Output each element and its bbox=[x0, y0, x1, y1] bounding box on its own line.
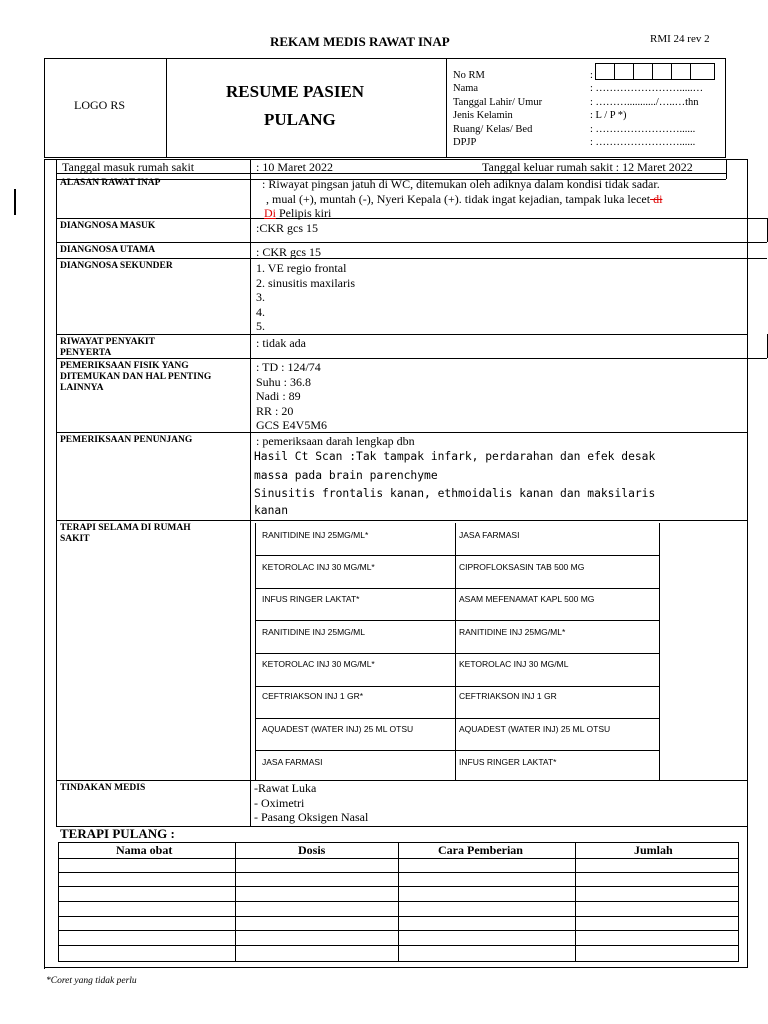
list-item: 4. bbox=[256, 304, 265, 319]
physical-exam-label bbox=[60, 361, 211, 394]
vital-sign: RR : 20 bbox=[256, 403, 294, 418]
info-label: Nama bbox=[453, 83, 479, 94]
drug-item: CEFTRIAKSON INJ 1 GR* bbox=[262, 691, 364, 701]
drug-item: JASA FARMASI bbox=[262, 757, 323, 767]
drug-item: ASAM MEFENAMAT KAPL 500 MG bbox=[459, 594, 595, 604]
column-header: Jumlah bbox=[634, 843, 673, 857]
drug-item: JASA FARMASI bbox=[459, 530, 520, 540]
vital-sign: GCS E4V5M6 bbox=[256, 418, 328, 432]
drug-item: KETOROLAC INJ 30 MG/ML bbox=[459, 659, 569, 669]
supporting-exam-value: : pemeriksaan darah lengkap dbn bbox=[256, 434, 415, 448]
deleted-text: di bbox=[650, 192, 663, 206]
drug-item: CEFTRIAKSON INJ 1 GR bbox=[459, 691, 557, 701]
list-item: 2. sinusitis maxilaris bbox=[256, 275, 355, 290]
drug-item: KETOROLAC INJ 30 MG/ML* bbox=[262, 659, 375, 669]
discharge-therapy-title: TERAPI PULANG : bbox=[60, 826, 175, 841]
info-label: Jenis Kelamin bbox=[453, 110, 513, 121]
main-diagnosis-label: DIANGNOSA UTAMA bbox=[60, 245, 156, 255]
reason-text-end: Pelipis kiri bbox=[276, 206, 332, 220]
info-value: : ……….........../…..…thn bbox=[590, 97, 699, 108]
footnote: *Coret yang tidak perlu bbox=[46, 976, 137, 986]
ct-line: kanan bbox=[254, 504, 289, 517]
column-header: Dosis bbox=[298, 843, 326, 857]
list-item: 3. bbox=[256, 290, 265, 304]
admission-diagnosis-value: :CKR gcs 15 bbox=[256, 221, 319, 235]
admission-diagnosis-label: DIANGNOSA MASUK bbox=[60, 221, 156, 231]
vital-sign: : TD : 124/74 bbox=[256, 360, 321, 374]
physical-exam-label-line2: DITEMUKAN DAN HAL PENTING bbox=[60, 372, 212, 382]
supporting-exam-label: PEMERIKSAAN PENUNJANG bbox=[60, 435, 193, 445]
ct-line: massa pada brain parenchyme bbox=[254, 469, 438, 482]
drug-item: KETOROLAC INJ 30 MG/ML* bbox=[262, 562, 375, 572]
info-value: : …………………….....… bbox=[590, 83, 704, 94]
info-value: : L / P *) bbox=[590, 110, 627, 121]
secondary-diagnosis-label: DIANGNOSA SEKUNDER bbox=[60, 261, 173, 271]
info-value: : ……………………...... bbox=[590, 137, 696, 148]
list-item: - Oximetri bbox=[254, 795, 305, 810]
comorbidity-label-line2: PENYERTA bbox=[60, 348, 112, 358]
ct-line: Sinusitis frontalis kanan, ethmoidalis kanan dan maksilaris bbox=[254, 487, 656, 500]
drug-item: INFUS RINGER LAKTAT* bbox=[262, 594, 360, 604]
column-header: Nama obat bbox=[116, 843, 173, 857]
admission-date-label: Tanggal masuk rumah sakit bbox=[62, 160, 195, 174]
info-label: Tanggal Lahir/ Umur bbox=[453, 97, 543, 108]
info-label: Ruang/ Kelas/ Bed bbox=[453, 124, 533, 135]
admission-date-value: : 10 Maret 2022 bbox=[256, 160, 333, 174]
comorbidity-label-line1: RIWAYAT PENYAKIT bbox=[60, 337, 155, 347]
vital-sign: Nadi : 89 bbox=[256, 389, 301, 403]
drug-item: AQUADEST (WATER INJ) 25 ML OTSU bbox=[262, 724, 414, 734]
drug-item: CIPROFLOKSASIN TAB 500 MG bbox=[459, 562, 585, 572]
inpatient-therapy-label-line2: SAKIT bbox=[60, 534, 90, 544]
comorbidity-label bbox=[60, 337, 155, 359]
reason-text: , mual (+), muntah (-), Nyeri Kepala (+). tidak ingat kejadian, tampak luka lecet bbox=[266, 192, 651, 206]
reason-label: ALASAN RAWAT INAP bbox=[60, 178, 161, 188]
list-item: 1. VE regio frontal bbox=[256, 261, 347, 275]
document-title: REKAM MEDIS RAWAT INAP bbox=[270, 34, 450, 49]
column-header: Cara Pemberian bbox=[438, 843, 523, 857]
form-title-line1: RESUME PASIEN bbox=[226, 82, 365, 101]
drug-item: RANITIDINE INJ 25MG/ML bbox=[262, 627, 365, 637]
comorbidity-value: : tidak ada bbox=[256, 336, 306, 350]
reason-line2 bbox=[266, 192, 662, 207]
drug-item: INFUS RINGER LAKTAT* bbox=[459, 757, 557, 767]
ct-line: Hasil Ct Scan :Tak tampak infark, perdarahan dan efek desak bbox=[254, 450, 656, 463]
main-diagnosis-value: : CKR gcs 15 bbox=[256, 245, 322, 259]
info-value: : bbox=[590, 70, 593, 81]
vital-sign: Suhu : 36.8 bbox=[256, 374, 312, 389]
info-label: DPJP bbox=[453, 137, 477, 148]
inpatient-therapy-label bbox=[60, 523, 191, 545]
list-item: - Pasang Oksigen Nasal bbox=[254, 810, 369, 824]
inpatient-therapy-label-line1: TERAPI SELAMA DI RUMAH bbox=[60, 523, 191, 533]
drug-item: AQUADEST (WATER INJ) 25 ML OTSU bbox=[459, 724, 611, 734]
hospital-logo: LOGO RS bbox=[74, 98, 126, 112]
drug-item: RANITIDINE INJ 25MG/ML* bbox=[459, 627, 566, 637]
discharge-date: Tanggal keluar rumah sakit : 12 Maret 2022 bbox=[482, 160, 693, 174]
physical-exam-label-line3: LAINNYA bbox=[60, 383, 104, 393]
list-item: 5. bbox=[256, 319, 265, 333]
form-code: RMI 24 rev 2 bbox=[650, 33, 710, 45]
physical-exam-label-line1: PEMERIKSAAN FISIK YANG bbox=[60, 361, 189, 371]
info-value: : ……………………...... bbox=[590, 124, 696, 135]
reason-line1: : Riwayat pingsan jatuh di WC, ditemukan oleh adiknya dalam kondisi tidak sadar. bbox=[262, 177, 660, 191]
procedures-label: TINDAKAN MEDIS bbox=[60, 783, 146, 793]
drug-item: RANITIDINE INJ 25MG/ML* bbox=[262, 530, 369, 540]
list-item: -Rawat Luka bbox=[254, 781, 317, 795]
form-title-line2: PULANG bbox=[264, 110, 336, 129]
info-label: No RM bbox=[453, 70, 485, 81]
reason-line3 bbox=[264, 206, 331, 221]
inserted-text: Di bbox=[264, 206, 276, 220]
